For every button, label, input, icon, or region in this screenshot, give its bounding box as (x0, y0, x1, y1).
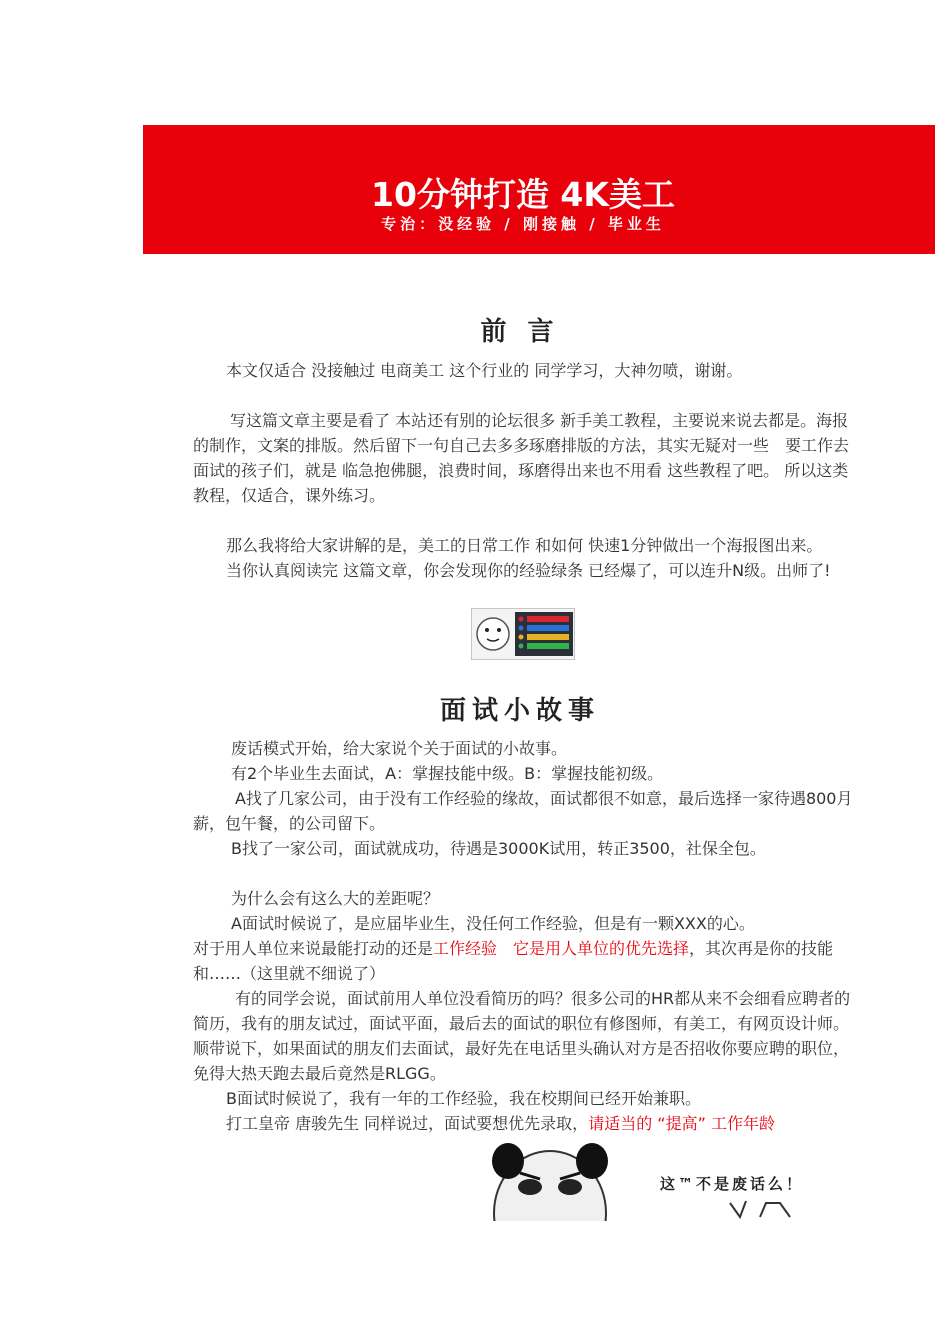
preface-heading: 前 言 (480, 317, 560, 347)
story-paragraph-10 (193, 1111, 858, 1136)
preface-paragraph-3b: 当你认真阅读完 这篇文章，你会发现你的经验绿条 已经爆了，可以连升N级。出师了! (226, 561, 831, 580)
story-paragraph-7-text-b: ，其次再是你的技能和……（这里就不细说了） (193, 939, 834, 983)
story-paragraph-1: 废话模式开始，给大家说个关于面试的小故事。 (231, 739, 568, 758)
preface-paragraph-2: 写这篇文章主要是看了 本站还有别的论坛很多 新手美工教程，主要说来说去都是。海报的制作，文案的排版。然后留下一句自己去多多琢磨排版的方法，其实无疑对一些 要工作去面试的孩子们，就是 临急抱佛腿，浪费时间，琢磨得出来也不用看 这些教程了吧。 所以这类教程，仅适合，课外练习。 (193, 411, 850, 505)
story-heading: 面试小故事 (439, 696, 600, 726)
preface-paragraph-1: 本文仅适合 没接触过 电商美工 这个行业的 同学学习，大神勿喷，谢谢。 (226, 361, 743, 380)
story-paragraph-3: A找了几家公司，由于没有工作经验的缘故，面试都很不如意，最后选择一家待遇800月薪，包午餐，的公司留下。 (193, 789, 853, 833)
banner-title: 10分钟打造 4K美工 (371, 175, 675, 214)
story-paragraph-10-highlight: 请适当的 “提高” 工作年龄 (588, 1114, 775, 1133)
story-paragraph-9: B面试时候说了，我有一年的工作经验，我在校期间已经开始兼职。 (226, 1089, 701, 1108)
story-paragraph-6: A面试时候说了，是应届毕业生，没任何工作经验，但是有一颗XXX的心。 (231, 914, 755, 933)
preface-paragraph-3a: 那么我将给大家讲解的是，美工的日常工作 和如何 快速1分钟做出一个海报图出来。 (226, 536, 823, 555)
panda-meme-image (490, 1143, 820, 1221)
story-paragraph-8: 有的同学会说，面试前用人单位没看简历的吗？很多公司的HR都从来不会细看应聘者的简历，我有的朋友试过，面试平面，最后去的面试的职位有修图师，有美工，有网页设计师。顺带说下，如果面试的朋友们去面试，最好先在电话里头确认对方是否招收你要应聘的职位，免得大热天跑去最后竟然是RLGG。 (193, 989, 851, 1083)
banner-subtitle: 专治：没经验 / 刚接触 / 毕业生 (381, 215, 665, 233)
story-paragraph-7-text-a: 对于用人单位来说最能打动的还是 (193, 939, 434, 958)
story-paragraph-4: B找了一家公司，面试就成功，待遇是3000K试用，转正3500，社保全包。 (231, 839, 766, 858)
story-paragraph-7-highlight: 工作经验 它是用人单位的优先选择 (433, 939, 690, 958)
story-paragraph-5: 为什么会有这么大的差距呢？ (231, 889, 440, 908)
header-banner (143, 125, 935, 254)
meme-caption: 这™不是废话么！ (660, 1175, 805, 1193)
panda-level-image (471, 608, 575, 660)
story-paragraph-7 (193, 936, 858, 986)
story-paragraph-10-text: 打工皇帝 唐骏先生 同样说过，面试要想优先录取， (226, 1114, 589, 1133)
story-paragraph-2: 有2个毕业生去面试，A：掌握技能中级。B：掌握技能初级。 (231, 764, 664, 783)
